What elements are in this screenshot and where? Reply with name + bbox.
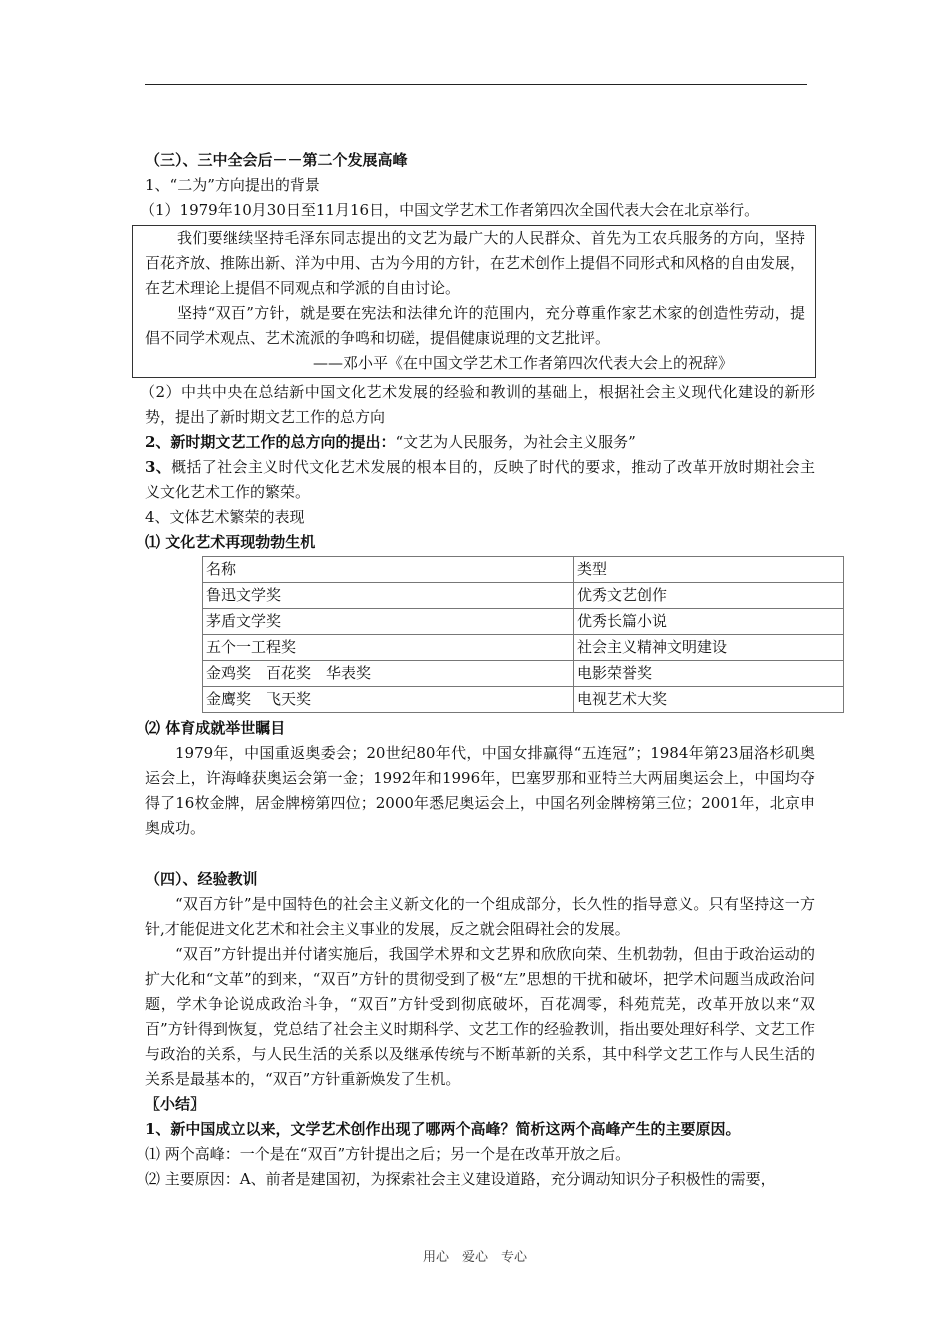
section4-paragraph2: “双百”方针提出并付诸实施后，我国学术界和文艺界和欣欣向荣、生机勃勃，但由于政治运动的扩大化和“文革”的到来，“双百”方针的贯彻受到了极“左”思想的干扰和破坏，把学术问题当成政治问题，学术争论说成政治斗争，“双百”方针受到彻底破坏，百花凋零，科苑荒芜，改革开放以来“双百”方针得到恢复，党总结了社会主义时期科学、文艺工作的经验教训，指出要处理好科学、文艺工作与政治的关系，与人民生活的关系以及继承传统与不断革新的关系，其中科学文艺工作与人民生活的关系是最基本的，“双百”方针重新焕发了生机。 bbox=[145, 945, 815, 1088]
item3-paragraph bbox=[145, 455, 815, 505]
table-cell: 电视艺术大奖 bbox=[574, 687, 844, 713]
table-cell: 金鹰奖 飞天奖 bbox=[203, 687, 574, 713]
document-body bbox=[140, 148, 815, 1192]
section4-paragraph1: “双百方针”是中国特色的社会主义新文化的一个组成部分，长久性的指导意义。只有坚持这一方针,才能促进文化艺术和社会主义事业的发展，反之就会阻碍社会的发展。 bbox=[145, 895, 815, 938]
summary-answer1: ⑴ 两个高峰：一个是在“双百”方针提出之后；另一个是在改革开放之后。 bbox=[145, 1145, 631, 1163]
page-footer: 用心 爱心 专心 bbox=[422, 1250, 527, 1265]
sub2-title: ⑵ 体育成就举世瞩目 bbox=[145, 719, 286, 737]
table-cell: 五个一工程奖 bbox=[203, 635, 574, 661]
section3-heading: （三）、三中全会后－－第二个发展高峰 bbox=[145, 151, 408, 169]
table-cell: 电影荣誉奖 bbox=[574, 661, 844, 687]
item2-text: “文艺为人民服务，为社会主义服务” bbox=[395, 433, 636, 451]
awards-table bbox=[202, 556, 844, 713]
summary-answer2: ⑵ 主要原因：A、前者是建国初，为探索社会主义建设道路，充分调动知识分子积极性的需要， bbox=[145, 1170, 776, 1188]
table-cell: 社会主义精神文明建设 bbox=[574, 635, 844, 661]
item2-label: 2、新时期文艺工作的总方向的提出： bbox=[145, 433, 396, 451]
header-rule bbox=[145, 84, 807, 85]
item3-text: 概括了社会主义时代文化艺术发展的根本目的，反映了时代的要求，推动了改革开放时期社会主义文化艺术工作的繁荣。 bbox=[145, 458, 815, 501]
sub1-title: ⑴ 文化艺术再现勃勃生机 bbox=[145, 533, 316, 551]
table-cell: 金鸡奖 百花奖 华表奖 bbox=[203, 661, 574, 687]
table-cell: 茅盾文学奖 bbox=[203, 609, 574, 635]
quote-box bbox=[132, 225, 816, 378]
section4-heading: （四）、经验教训 bbox=[145, 870, 258, 888]
sports-paragraph: 1979年，中国重返奥委会；20世纪80年代，中国女排赢得“五连冠”；1984年第23届洛杉矶奥运会上，许海峰获奥运会第一金；1992年和1996年，巴塞罗那和亚特兰大两届奥运会上，中国均夺得了16枚金牌，居金牌榜第四位；2000年悉尼奥运会上，中国名列金牌榜第三位；2001年，北京申奥成功。 bbox=[145, 744, 815, 837]
item1-paragraph2: （2）中共中央在总结新中国文化艺术发展的经验和教训的基础上，根据社会主义现代化建设的新形势，提出了新时期文艺工作的总方向 bbox=[140, 383, 815, 426]
table-row bbox=[203, 661, 844, 687]
item3-label: 3、 bbox=[145, 458, 172, 476]
item2-line bbox=[145, 430, 815, 455]
summary-question1: 1、新中国成立以来，文学艺术创作出现了哪两个高峰？简析这两个高峰产生的主要原因。 bbox=[145, 1120, 741, 1138]
table-cell: 优秀长篇小说 bbox=[574, 609, 844, 635]
table-row bbox=[203, 687, 844, 713]
table-header-row bbox=[203, 557, 844, 583]
table-cell: 鲁迅文学奖 bbox=[203, 583, 574, 609]
quote-paragraph2: 坚持“双百”方针，就是要在宪法和法律允许的范围内，充分尊重作家艺术家的创造性劳动，提倡不同学术观点、艺术流派的争鸣和切磋，提倡健康说理的文艺批评。 bbox=[145, 304, 805, 347]
item1-paragraph1: （1）1979年10月30日至11月16日，中国文学艺术工作者第四次全国代表大会在北京举行。 bbox=[140, 201, 760, 219]
quote-source: ——邓小平《在中国文学艺术工作者第四次代表大会上的祝辞》 bbox=[312, 354, 733, 372]
summary-heading: 〖小结〗 bbox=[145, 1095, 206, 1113]
table-header-name: 名称 bbox=[203, 557, 574, 583]
table-row bbox=[203, 635, 844, 661]
table-row bbox=[203, 609, 844, 635]
quote-paragraph1: 我们要继续坚持毛泽东同志提出的文艺为最广大的人民群众、首先为工农兵服务的方向，坚持百花齐放、推陈出新、洋为中用、古为今用的方针，在艺术创作上提倡不同形式和风格的自由发展，在艺术理论上提倡不同观点和学派的自由讨论。 bbox=[145, 229, 806, 297]
table-cell: 优秀文艺创作 bbox=[574, 583, 844, 609]
item1-title: 1、“二为”方向提出的背景 bbox=[145, 176, 320, 194]
item4-title: 4、文体艺术繁荣的表现 bbox=[145, 508, 305, 526]
table-header-type: 类型 bbox=[574, 557, 844, 583]
table-row bbox=[203, 583, 844, 609]
